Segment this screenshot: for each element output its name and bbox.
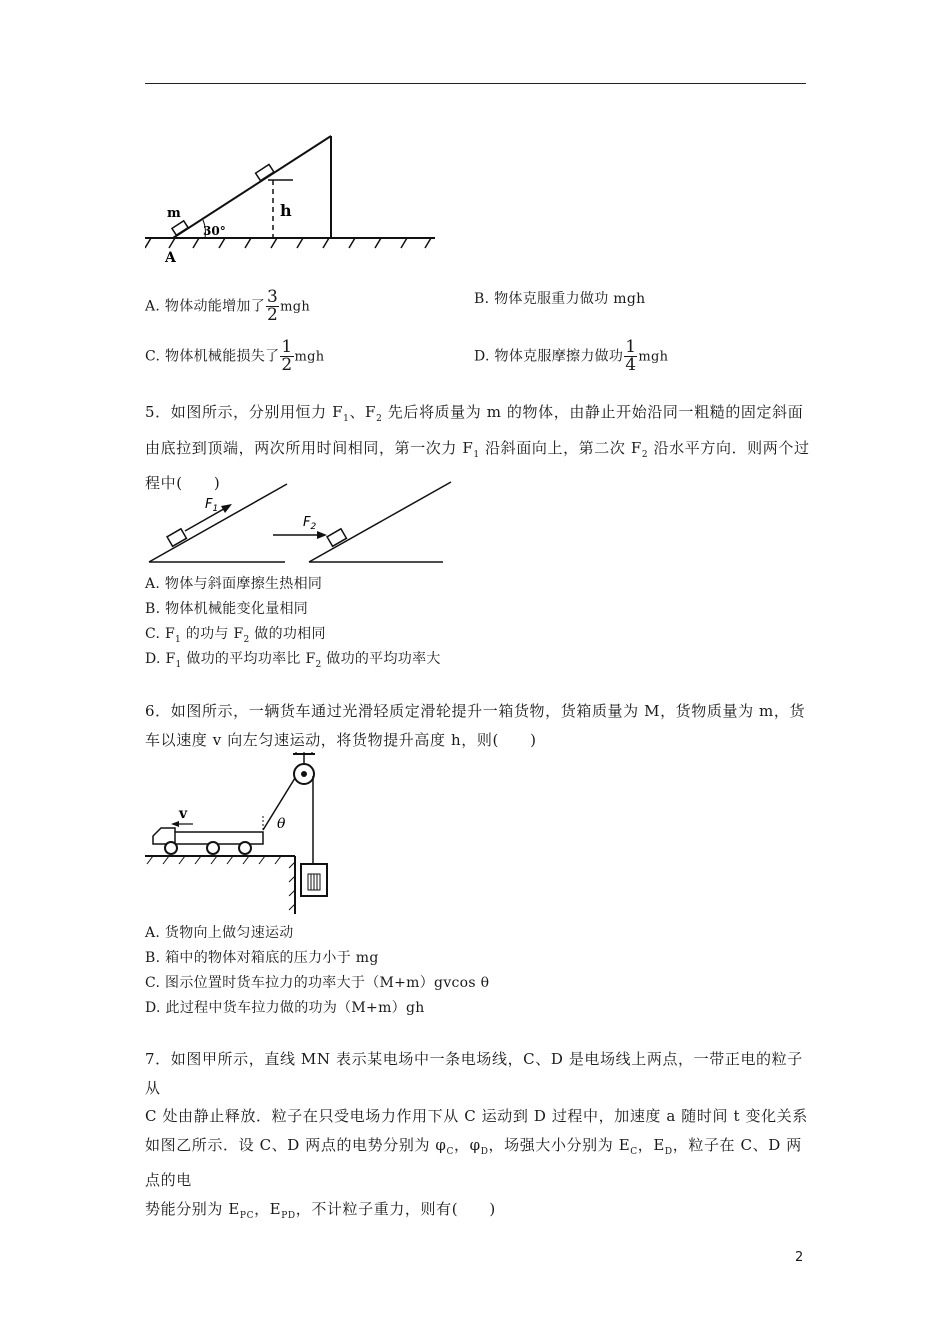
fraction: $\frac{3}{2}$ bbox=[267, 287, 279, 325]
mass-label: m bbox=[167, 206, 181, 221]
truck-pulley-figure-q6 bbox=[145, 752, 345, 917]
q6-option-a: A. 货物向上做匀速运动 bbox=[145, 925, 294, 941]
q5-option-c: C. $F_1$ 的功与 $F_2$ 做的功相同 bbox=[145, 626, 326, 645]
q5-stem: 5．如图所示，分别用恒力 $F_1$、$F_2$ 先后将质量为 m 的物体，由静止开始沿同一粗糙的固定斜面 由底拉到顶端，两次所用时间相同，第一次力 $F_1$ 沿斜面向上，第二次 $F_2$ 沿水平方向．则两个过 程中( ) bbox=[145, 403, 810, 492]
q4-option-c: C. 物体机械能损失了 $\frac{1}{2}$ mgh bbox=[145, 337, 325, 375]
incline-force-figure-q5 bbox=[145, 478, 475, 568]
incline-figure-q4 bbox=[145, 128, 445, 273]
q6-option-c: C. 图示位置时货车拉力的功率大于（M+m）gvcos θ bbox=[145, 975, 490, 991]
svg-text:F1: $F_1$ bbox=[205, 497, 219, 514]
point-a-label: A bbox=[165, 250, 176, 266]
q4-option-b: B. 物体克服重力做功 mgh bbox=[474, 291, 646, 307]
theta-label: θ bbox=[277, 816, 286, 832]
q4-option-d: D. 物体克服摩擦力做功 $\frac{1}{4}$ mgh bbox=[474, 337, 669, 375]
q6-stem: 6．如图所示，一辆货车通过光滑轻质定滑轮提升一箱货物，货箱质量为 M，货物质量为 m，货 车以速度 v 向左匀速运动，将货物提升高度 h，则( ) bbox=[145, 702, 806, 749]
page-number: 2 bbox=[795, 1250, 804, 1265]
q6-option-d: D. 此过程中货车拉力做的功为（M+m）gh bbox=[145, 1000, 425, 1016]
height-label: h bbox=[280, 201, 292, 220]
q5-option-d: D. $F_1$ 做功的平均功率比 $F_2$ 做功的平均功率大 bbox=[145, 651, 441, 670]
fraction: $\frac{1}{4}$ bbox=[625, 337, 637, 375]
q6-option-b: B. 箱中的物体对箱底的压力小于 mg bbox=[145, 950, 379, 966]
fraction: $\frac{1}{2}$ bbox=[281, 337, 293, 375]
velocity-label: v bbox=[179, 806, 188, 822]
q7-stem: 7．如图甲所示，直线 MN 表示某电场中一条电场线，C、D 是电场线上两点，一带正电的粒子从 C 处由静止释放．粒子在只受电场力作用下从 C 运动到 D 过程中，加速度 a 随时间 t 变化关系 如图乙所示．设 C、D 两点的电势分别为 $\varphi_C$，$\varphi_D$，场强大小分别为 $E_C$，$E_D$，粒子在 C、D 两点的电 势能分别为 $E_{PC}$，$E_{PD}$，不计粒子重力，则有( ) bbox=[145, 1050, 808, 1221]
q5-option-a: A. 物体与斜面摩擦生热相同 bbox=[145, 576, 323, 592]
q5-option-b: B. 物体机械能变化量相同 bbox=[145, 601, 309, 617]
q4-option-a: A. 物体动能增加了 $\frac{3}{2}$ mgh bbox=[145, 287, 311, 325]
header-rule bbox=[145, 83, 806, 84]
svg-text:F2: $F_2$ bbox=[303, 515, 317, 532]
angle-label: 30° bbox=[203, 224, 226, 238]
